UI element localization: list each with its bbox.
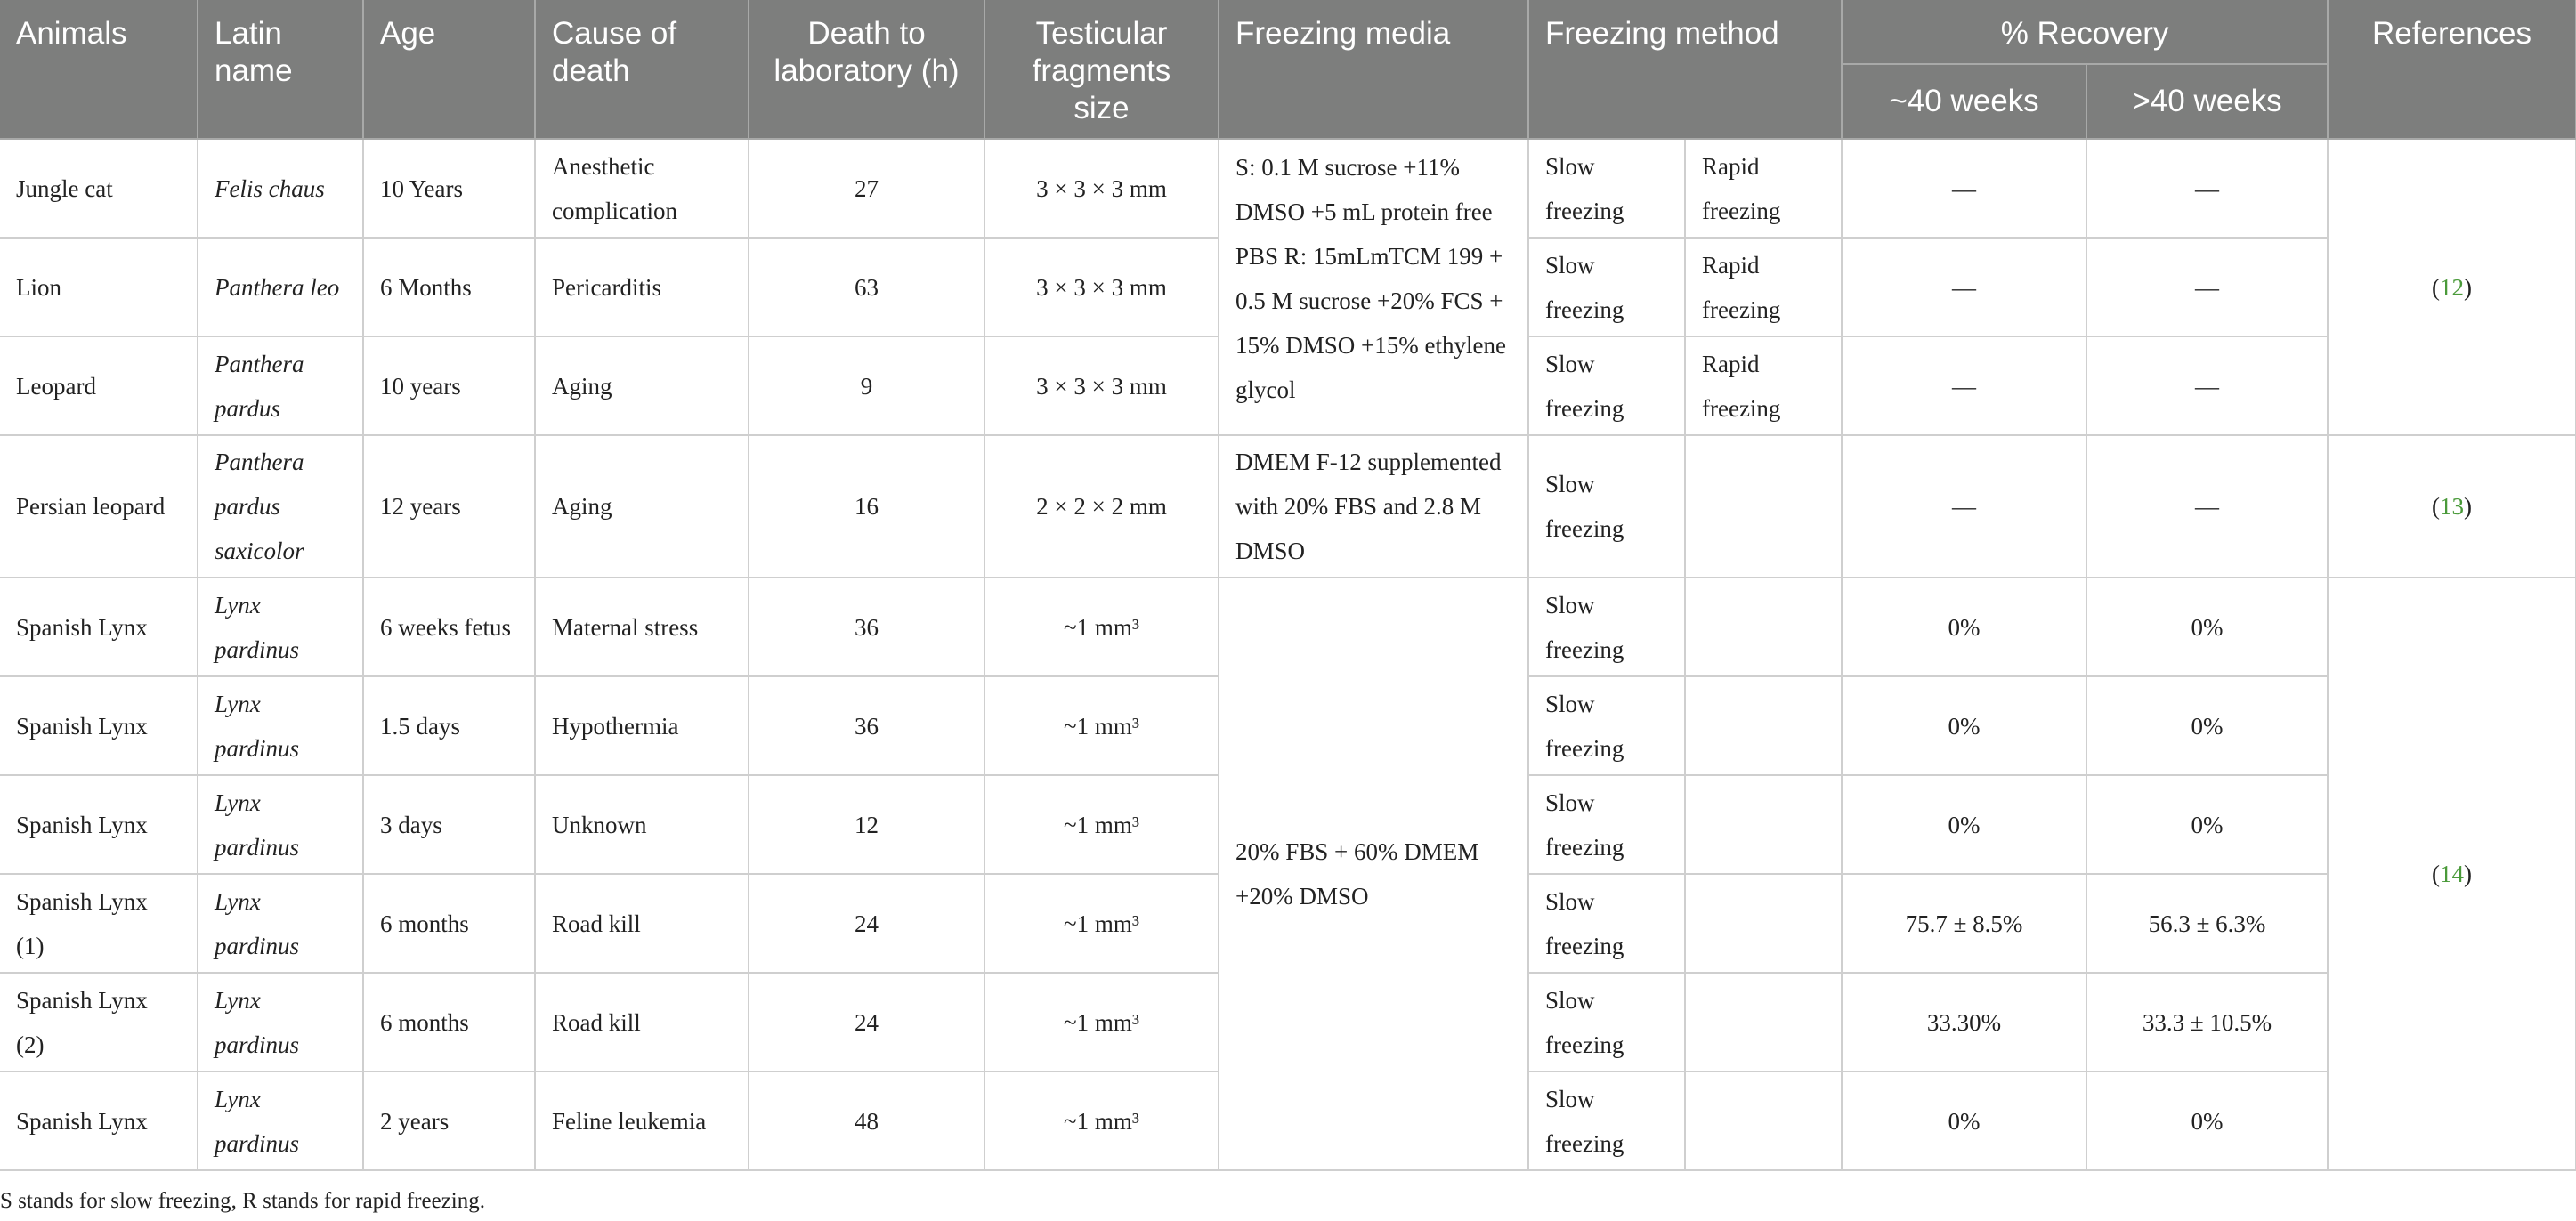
cell-cause: Feline leukemia bbox=[535, 1071, 749, 1170]
cell-rapid-method bbox=[1685, 973, 1842, 1071]
cell-rapid-method bbox=[1685, 775, 1842, 874]
cell-cause: Road kill bbox=[535, 973, 749, 1071]
cell-recovery-40: — bbox=[1842, 139, 2086, 238]
cell-slow-method: Slow freezing bbox=[1528, 775, 1685, 874]
cell-age: 6 Months bbox=[363, 238, 535, 336]
cell-animal: Spanish Lynx (1) bbox=[0, 874, 198, 973]
cell-rapid-method bbox=[1685, 578, 1842, 676]
cell-latin-name: Lynx pardinus bbox=[198, 973, 363, 1071]
reference-open: ( bbox=[2432, 861, 2441, 887]
header-animals: Animals bbox=[0, 0, 198, 139]
table-row bbox=[0, 435, 2576, 578]
header-recovery: % Recovery bbox=[1842, 0, 2328, 64]
cell-freezing-media: DMEM F-12 supplemented with 20% FBS and 2.8 M DMSO bbox=[1219, 435, 1528, 578]
cell-cause: Aging bbox=[535, 336, 749, 435]
cell-death-hours: 12 bbox=[749, 775, 984, 874]
cell-latin-name: Panthera leo bbox=[198, 238, 363, 336]
header-freezing-media: Freezing media bbox=[1219, 0, 1528, 139]
cell-animal: Jungle cat bbox=[0, 139, 198, 238]
table-row bbox=[0, 578, 2576, 676]
cell-recovery-over-40: — bbox=[2086, 435, 2328, 578]
cell-age: 10 Years bbox=[363, 139, 535, 238]
cell-slow-method: Slow freezing bbox=[1528, 578, 1685, 676]
header-fragment-size: Testicular fragments size bbox=[984, 0, 1219, 139]
cell-fragment-size: ~1 mm³ bbox=[984, 676, 1219, 775]
cell-rapid-method: Rapid freezing bbox=[1685, 139, 1842, 238]
cell-slow-method: Slow freezing bbox=[1528, 874, 1685, 973]
cell-reference bbox=[2328, 139, 2576, 435]
cell-age: 3 days bbox=[363, 775, 535, 874]
cell-fragment-size: ~1 mm³ bbox=[984, 578, 1219, 676]
cell-latin-name: Panthera pardus bbox=[198, 336, 363, 435]
reference-link[interactable]: 13 bbox=[2440, 493, 2465, 520]
cell-age: 6 weeks fetus bbox=[363, 578, 535, 676]
header-recovery-over-40-weeks: >40 weeks bbox=[2086, 64, 2328, 139]
cell-recovery-over-40: 0% bbox=[2086, 1071, 2328, 1170]
cell-animal: Spanish Lynx (2) bbox=[0, 973, 198, 1071]
cell-animal: Spanish Lynx bbox=[0, 775, 198, 874]
cell-recovery-over-40: 0% bbox=[2086, 775, 2328, 874]
reference-link[interactable]: 12 bbox=[2440, 273, 2465, 301]
header-latin-name: Latin name bbox=[198, 0, 363, 139]
cell-death-hours: 24 bbox=[749, 874, 984, 973]
cell-recovery-40: 0% bbox=[1842, 676, 2086, 775]
reference-open: ( bbox=[2432, 493, 2441, 520]
cell-death-hours: 36 bbox=[749, 578, 984, 676]
cell-latin-name: Lynx pardinus bbox=[198, 775, 363, 874]
cell-rapid-method bbox=[1685, 874, 1842, 973]
cell-cause: Hypothermia bbox=[535, 676, 749, 775]
cell-fragment-size: 2 × 2 × 2 mm bbox=[984, 435, 1219, 578]
table-row bbox=[0, 139, 2576, 238]
cell-death-hours: 27 bbox=[749, 139, 984, 238]
cell-cause: Pericarditis bbox=[535, 238, 749, 336]
cell-slow-method: Slow freezing bbox=[1528, 139, 1685, 238]
cell-death-hours: 63 bbox=[749, 238, 984, 336]
cell-latin-name: Lynx pardinus bbox=[198, 578, 363, 676]
cell-latin-name: Felis chaus bbox=[198, 139, 363, 238]
cell-recovery-over-40: — bbox=[2086, 238, 2328, 336]
cell-age: 10 years bbox=[363, 336, 535, 435]
cell-cause: Anesthetic complication bbox=[535, 139, 749, 238]
cell-fragment-size: ~1 mm³ bbox=[984, 874, 1219, 973]
cell-fragment-size: ~1 mm³ bbox=[984, 1071, 1219, 1170]
cell-slow-method: Slow freezing bbox=[1528, 1071, 1685, 1170]
cell-cause: Unknown bbox=[535, 775, 749, 874]
cell-recovery-40: 0% bbox=[1842, 1071, 2086, 1170]
header-freezing-method: Freezing method bbox=[1528, 0, 1842, 139]
cell-recovery-40: — bbox=[1842, 435, 2086, 578]
cell-fragment-size: ~1 mm³ bbox=[984, 973, 1219, 1071]
cell-animal: Persian leopard bbox=[0, 435, 198, 578]
cell-age: 6 months bbox=[363, 973, 535, 1071]
cell-latin-name: Lynx pardinus bbox=[198, 676, 363, 775]
reference-close: ) bbox=[2464, 273, 2473, 301]
cell-recovery-over-40: — bbox=[2086, 336, 2328, 435]
cell-reference bbox=[2328, 435, 2576, 578]
cell-cause: Aging bbox=[535, 435, 749, 578]
cell-latin-name: Lynx pardinus bbox=[198, 1071, 363, 1170]
cell-age: 2 years bbox=[363, 1071, 535, 1170]
cell-death-hours: 36 bbox=[749, 676, 984, 775]
cell-fragment-size: 3 × 3 × 3 mm bbox=[984, 139, 1219, 238]
header-recovery-40-weeks: ~40 weeks bbox=[1842, 64, 2086, 139]
cell-latin-name: Panthera pardus saxicolor bbox=[198, 435, 363, 578]
cell-cause: Maternal stress bbox=[535, 578, 749, 676]
cell-animal: Spanish Lynx bbox=[0, 676, 198, 775]
cell-freezing-media: S: 0.1 M sucrose +11% DMSO +5 mL protein free PBS R: 15mLmTCM 199 + 0.5 M sucrose +20% FCS + 15% DMSO +15% ethylene glycol bbox=[1219, 139, 1528, 435]
reference-open: ( bbox=[2432, 273, 2441, 301]
cell-recovery-over-40: — bbox=[2086, 139, 2328, 238]
cell-latin-name: Lynx pardinus bbox=[198, 874, 363, 973]
cell-recovery-40: 0% bbox=[1842, 775, 2086, 874]
cell-recovery-over-40: 56.3 ± 6.3% bbox=[2086, 874, 2328, 973]
cell-animal: Leopard bbox=[0, 336, 198, 435]
cell-recovery-40: 0% bbox=[1842, 578, 2086, 676]
cell-death-hours: 24 bbox=[749, 973, 984, 1071]
reference-close: ) bbox=[2464, 861, 2473, 887]
cell-death-hours: 9 bbox=[749, 336, 984, 435]
cell-death-hours: 48 bbox=[749, 1071, 984, 1170]
reference-link[interactable]: 14 bbox=[2440, 861, 2465, 887]
cell-rapid-method bbox=[1685, 676, 1842, 775]
cell-fragment-size: ~1 mm³ bbox=[984, 775, 1219, 874]
cell-age: 1.5 days bbox=[363, 676, 535, 775]
cell-animal: Spanish Lynx bbox=[0, 578, 198, 676]
cell-rapid-method: Rapid freezing bbox=[1685, 238, 1842, 336]
cell-slow-method: Slow freezing bbox=[1528, 336, 1685, 435]
header-cause-of-death: Cause of death bbox=[535, 0, 749, 139]
reference-close: ) bbox=[2464, 493, 2473, 520]
cell-death-hours: 16 bbox=[749, 435, 984, 578]
cell-slow-method: Slow freezing bbox=[1528, 238, 1685, 336]
cell-recovery-40: — bbox=[1842, 238, 2086, 336]
cell-recovery-40: 33.30% bbox=[1842, 973, 2086, 1071]
cell-reference bbox=[2328, 578, 2576, 1170]
cell-age: 6 months bbox=[363, 874, 535, 973]
header-age: Age bbox=[363, 0, 535, 139]
cell-rapid-method bbox=[1685, 435, 1842, 578]
cell-recovery-over-40: 33.3 ± 10.5% bbox=[2086, 973, 2328, 1071]
cell-recovery-40: — bbox=[1842, 336, 2086, 435]
cell-fragment-size: 3 × 3 × 3 mm bbox=[984, 336, 1219, 435]
cell-recovery-over-40: 0% bbox=[2086, 676, 2328, 775]
cell-animal: Lion bbox=[0, 238, 198, 336]
cell-slow-method: Slow freezing bbox=[1528, 676, 1685, 775]
cell-freezing-media: 20% FBS + 60% DMEM +20% DMSO bbox=[1219, 578, 1528, 1170]
cell-rapid-method bbox=[1685, 1071, 1842, 1170]
cell-cause: Road kill bbox=[535, 874, 749, 973]
header-references: References bbox=[2328, 0, 2576, 139]
cell-age: 12 years bbox=[363, 435, 535, 578]
header-death-to-laboratory: Death to laboratory (h) bbox=[749, 0, 984, 139]
cell-recovery-40: 75.7 ± 8.5% bbox=[1842, 874, 2086, 973]
cell-rapid-method: Rapid freezing bbox=[1685, 336, 1842, 435]
table-footnote: S stands for slow freezing, R stands for rapid freezing. bbox=[0, 1189, 485, 1213]
cell-fragment-size: 3 × 3 × 3 mm bbox=[984, 238, 1219, 336]
cell-slow-method: Slow freezing bbox=[1528, 435, 1685, 578]
cell-recovery-over-40: 0% bbox=[2086, 578, 2328, 676]
cell-animal: Spanish Lynx bbox=[0, 1071, 198, 1170]
cell-slow-method: Slow freezing bbox=[1528, 973, 1685, 1071]
